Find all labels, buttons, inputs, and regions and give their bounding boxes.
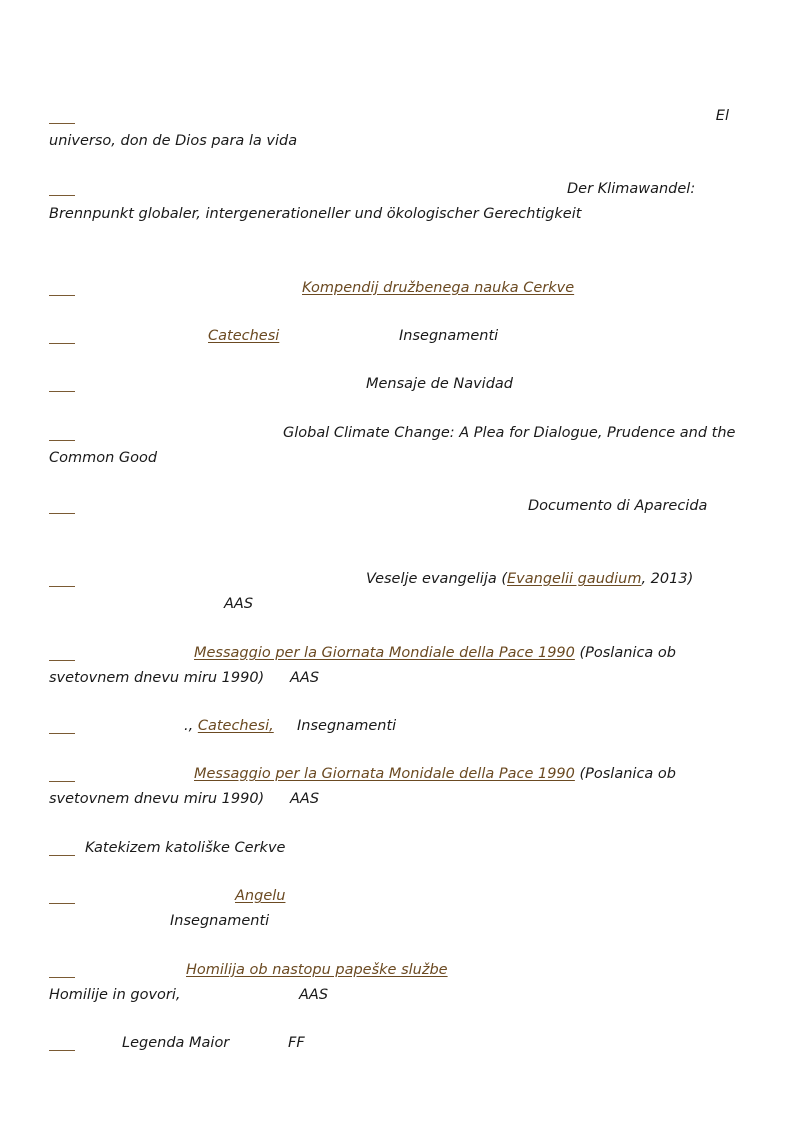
reference-text: universo, don de Dios para la vida [49, 133, 298, 149]
reference-text: Common Good [49, 450, 158, 466]
reference-link[interactable]: Evangelii gaudium [507, 571, 642, 587]
reference-text: Documento di Aparecida [528, 498, 708, 514]
reference-text: El [715, 108, 729, 124]
reference-link[interactable]: Homilija ob nastopu papeške službe [186, 962, 448, 978]
author-blank-rule [49, 781, 75, 782]
reference-text: ., [184, 718, 198, 734]
reference-text: svetovnem dnevu miru 1990) [49, 791, 265, 807]
reference-line [366, 570, 693, 588]
author-blank-rule [49, 660, 75, 661]
reference-text: Global Climate Change: A Plea for Dialogue, Prudence and the [283, 425, 736, 441]
reference-text: FF [288, 1035, 305, 1051]
reference-text: (Poslanica ob [574, 766, 676, 782]
reference-line [194, 765, 676, 783]
author-blank-rule [49, 195, 75, 196]
reference-line [184, 717, 274, 735]
reference-link[interactable]: Catechesi, [197, 718, 274, 734]
reference-link[interactable]: Kompendij družbenega nauka Cerkve [302, 280, 575, 296]
author-blank-rule [49, 391, 75, 392]
reference-text: Veselje evangelija ( [366, 571, 507, 587]
author-blank-rule [49, 1050, 75, 1051]
reference-text: Katekizem katoliške Cerkve [85, 840, 286, 856]
author-blank-rule [49, 977, 75, 978]
reference-text: Homilije in govori, [49, 987, 181, 1003]
reference-text: svetovnem dnevu miru 1990) [49, 670, 265, 686]
author-blank-rule [49, 903, 75, 904]
reference-text: AAS [290, 670, 320, 686]
author-blank-rule [49, 513, 75, 514]
reference-text: Brennpunkt globaler, intergenerationeller und ökologischer Gerechtigkeit [49, 206, 582, 222]
author-blank-rule [49, 440, 75, 441]
author-blank-rule [49, 586, 75, 587]
reference-link[interactable]: Angelu [235, 888, 286, 904]
reference-text: Der Klimawandel: [567, 181, 696, 197]
reference-text: Insegnamenti [297, 718, 397, 734]
reference-text: Insegnamenti [399, 328, 499, 344]
reference-text: AAS [224, 596, 254, 612]
reference-text: AAS [299, 987, 329, 1003]
reference-text: Legenda Maior [122, 1035, 230, 1051]
reference-link[interactable]: Messaggio per la Giornata Monidale della Pace 1990 [194, 766, 575, 782]
reference-link[interactable]: Catechesi [208, 328, 280, 344]
reference-text: Mensaje de Navidad [366, 376, 513, 392]
author-blank-rule [49, 343, 75, 344]
reference-text: Insegnamenti [170, 913, 270, 929]
reference-text: , 2013) [641, 571, 694, 587]
reference-link[interactable]: Messaggio per la Giornata Mondiale della Pace 1990 [194, 645, 575, 661]
author-blank-rule [49, 295, 75, 296]
author-blank-rule [49, 733, 75, 734]
author-blank-rule [49, 855, 75, 856]
reference-text: (Poslanica ob [574, 645, 676, 661]
author-blank-rule [49, 123, 75, 124]
reference-text: AAS [290, 791, 320, 807]
reference-line [194, 644, 676, 662]
